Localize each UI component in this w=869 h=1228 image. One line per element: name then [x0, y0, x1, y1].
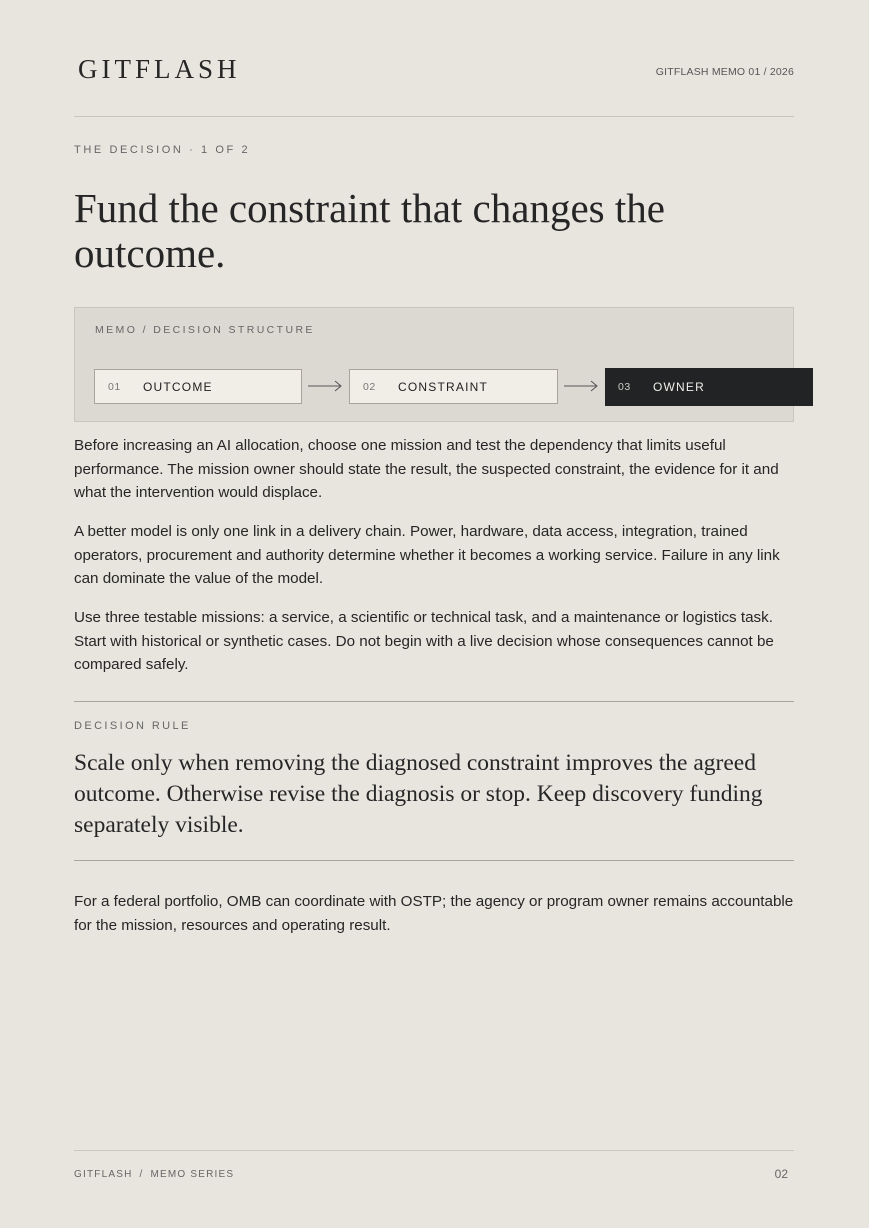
page-number: 02 [774, 1167, 788, 1181]
decision-structure-label: MEMO / DECISION STRUCTURE [95, 324, 315, 336]
body-paragraph: Before increasing an AI allocation, choose one mission and test the dependency that limits useful performance. The mission owner should state the result, the suspected constraint, the evidence for it and what the intervention would displace. [74, 437, 779, 501]
long-arrow-right-icon [307, 378, 343, 394]
step-outcome [94, 369, 302, 404]
step-constraint [349, 369, 558, 404]
decision-rule-label: DECISION RULE [74, 720, 191, 732]
closing-note: For a federal portfolio, OMB can coordinate with OSTP; the agency or program owner remains accountable for the mission, resources and operating result. [74, 893, 794, 934]
long-arrow-right-icon [563, 378, 599, 394]
decision-rule-bottom-divider [74, 860, 794, 861]
decision-rule-top-divider [74, 701, 794, 702]
decision-rule-text: Scale only when removing the diagnosed constraint improves the agreed outcome. Otherwise revise the diagnosis or stop. Keep discovery funding separately visible. [74, 750, 763, 838]
step-owner [605, 368, 813, 406]
step-label: CONSTRAINT [398, 379, 488, 394]
footer-divider [74, 1150, 794, 1151]
body-paragraph: A better model is only one link in a delivery chain. Power, hardware, data access, integration, trained operators, procurement and authority determine whether it becomes a working service. Failure in any link can dominate the value of the model. [74, 523, 780, 587]
step-number: 02 [363, 380, 376, 393]
memo-page [74, 0, 794, 1228]
body-paragraph: Use three testable missions: a service, a scientific or technical task, and a maintenance or logistics task. Start with historical or synthetic cases. Do not begin with a live decision whose consequences cannot be compared safely. [74, 609, 774, 673]
footer-brand: GITFLASH [74, 1169, 133, 1180]
memo-reference: GITFLASH MEMO 01 / 2026 [655, 66, 794, 78]
footer-series-label: MEMO SERIES [150, 1169, 235, 1180]
step-number: 01 [108, 380, 121, 393]
section-eyebrow: THE DECISION · 1 OF 2 [74, 144, 251, 156]
header-divider [74, 116, 794, 117]
page-title: Fund the constraint that changes the outcome. [74, 185, 665, 276]
decision-structure-panel [74, 307, 794, 422]
step-label: OWNER [653, 380, 705, 394]
brand-wordmark: GITFLASH [78, 54, 241, 84]
step-number: 03 [618, 381, 631, 393]
step-label: OUTCOME [143, 379, 213, 394]
footer-series: GITFLASH / MEMO SERIES [74, 1169, 235, 1180]
